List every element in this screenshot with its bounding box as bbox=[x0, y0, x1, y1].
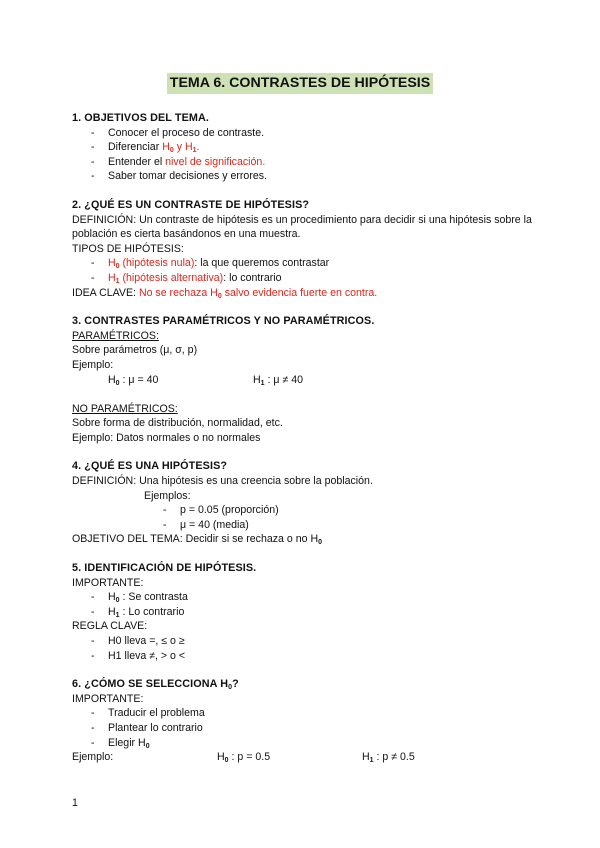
h0-label: $H_0$ bbox=[162, 141, 174, 155]
document-content bbox=[72, 111, 542, 765]
section-5-list bbox=[72, 590, 542, 619]
section-5-heading: 5. IDENTIFICACIÓN DE HIPÓTESIS. bbox=[72, 562, 257, 575]
list-item: - $H_0$ (hipótesis nula): la que queremos contrastar bbox=[91, 257, 330, 271]
section-6-list bbox=[72, 706, 542, 750]
page-number: 1 bbox=[72, 797, 78, 809]
section-4-heading: 4. ¿QUÉ ES UNA HIPÓTESIS? bbox=[72, 460, 228, 473]
list-item: - Conocer el proceso de contraste. bbox=[91, 126, 265, 139]
list-item: - p = 0.05 (proporción) bbox=[163, 504, 279, 517]
idea-clave: IDEA CLAVE: No se rechaza $H_0$ salvo evidencia fuerte en contra. bbox=[72, 286, 378, 300]
section-1-heading: 1. OBJETIVOS DEL TEMA. bbox=[72, 112, 209, 124]
regla-clave-label: REGLA CLAVE: bbox=[72, 620, 148, 633]
list-item: - $H_0$ : Se contrasta bbox=[91, 591, 188, 605]
no-parametricos-label: NO PARAMÉTRICOS: bbox=[72, 402, 178, 415]
section-2-list bbox=[72, 256, 542, 285]
document-title: TEMA 6. CONTRASTES DE HIPÓTESIS bbox=[167, 73, 433, 94]
h1-label: $H_1$ bbox=[184, 141, 197, 155]
section-5-rules bbox=[72, 634, 542, 663]
list-item: - $H_1$ (hipótesis alternativa): lo contrario bbox=[91, 271, 282, 285]
ejemplos-label: Ejemplos: bbox=[144, 489, 191, 502]
section-4-definition: DEFINICIÓN: Una hipótesis es una creencia sobre la población. bbox=[72, 475, 373, 488]
list-item: - Traducir el problema bbox=[91, 707, 205, 720]
list-item: - H1 lleva ≠, > o < bbox=[91, 649, 186, 662]
section-2-heading: 2. ¿QUÉ ES UN CONTRASTE DE HIPÓTESIS? bbox=[72, 198, 310, 211]
list-item: - $H_1$ : Lo contrario bbox=[91, 605, 185, 619]
section-1-list bbox=[72, 126, 542, 184]
ejemplo-label: Ejemplo: bbox=[72, 358, 114, 371]
section-3-heading: 3. CONTRASTES PARAMÉTRICOS Y NO PARAMÉTRICOS. bbox=[72, 315, 375, 328]
title-wrap bbox=[0, 73, 600, 94]
example-row: Ejemplo: $H_0$ : p = 0.5 $H_1$ : p ≠ 0.5 bbox=[72, 751, 415, 765]
list-item: - Plantear lo contrario bbox=[91, 721, 203, 734]
section-4-list bbox=[72, 503, 542, 532]
list-item: - H0 lleva =, ≤ o ≥ bbox=[91, 635, 185, 647]
importante-label: IMPORTANTE: bbox=[72, 692, 144, 705]
parametricos-line: Sobre parámetros (μ, σ, p) bbox=[72, 344, 198, 357]
no-parametricos-line: Sobre forma de distribución, normalidad, etc. bbox=[72, 417, 283, 430]
list-item: - Diferenciar $H_0$ y $H_1$. bbox=[91, 141, 200, 155]
section-6-heading: 6. ¿CÓMO SE SELECCIONA $H_0$? bbox=[72, 678, 239, 692]
no-parametricos-example: Ejemplo: Datos normales o no normales bbox=[72, 431, 261, 444]
section-2-definition: DEFINICIÓN: Un contraste de hipótesis es un procedimiento para decidir si una hipótesis sobre la población es cierta basándonos en una muestra. bbox=[72, 213, 532, 241]
section-2-tipos: TIPOS DE HIPÓTESIS: bbox=[72, 242, 184, 255]
importante-label: IMPORTANTE: bbox=[72, 576, 144, 589]
list-item: - Saber tomar decisiones y errores. bbox=[91, 170, 267, 183]
list-item: - Entender el nivel de significación. bbox=[91, 155, 266, 168]
list-item: - Elegir $H_0$ bbox=[91, 736, 150, 750]
parametricos-label: PARAMÉTRICOS: bbox=[72, 329, 159, 342]
hypothesis-pair: $H_0$ : μ = 40 $H_1$ : μ ≠ 40 bbox=[108, 373, 303, 387]
objetivo-tema: OBJETIVO DEL TEMA: Decidir si se rechaza o no $H_0$ bbox=[72, 533, 322, 547]
list-item: - μ = 40 (media) bbox=[163, 518, 249, 531]
